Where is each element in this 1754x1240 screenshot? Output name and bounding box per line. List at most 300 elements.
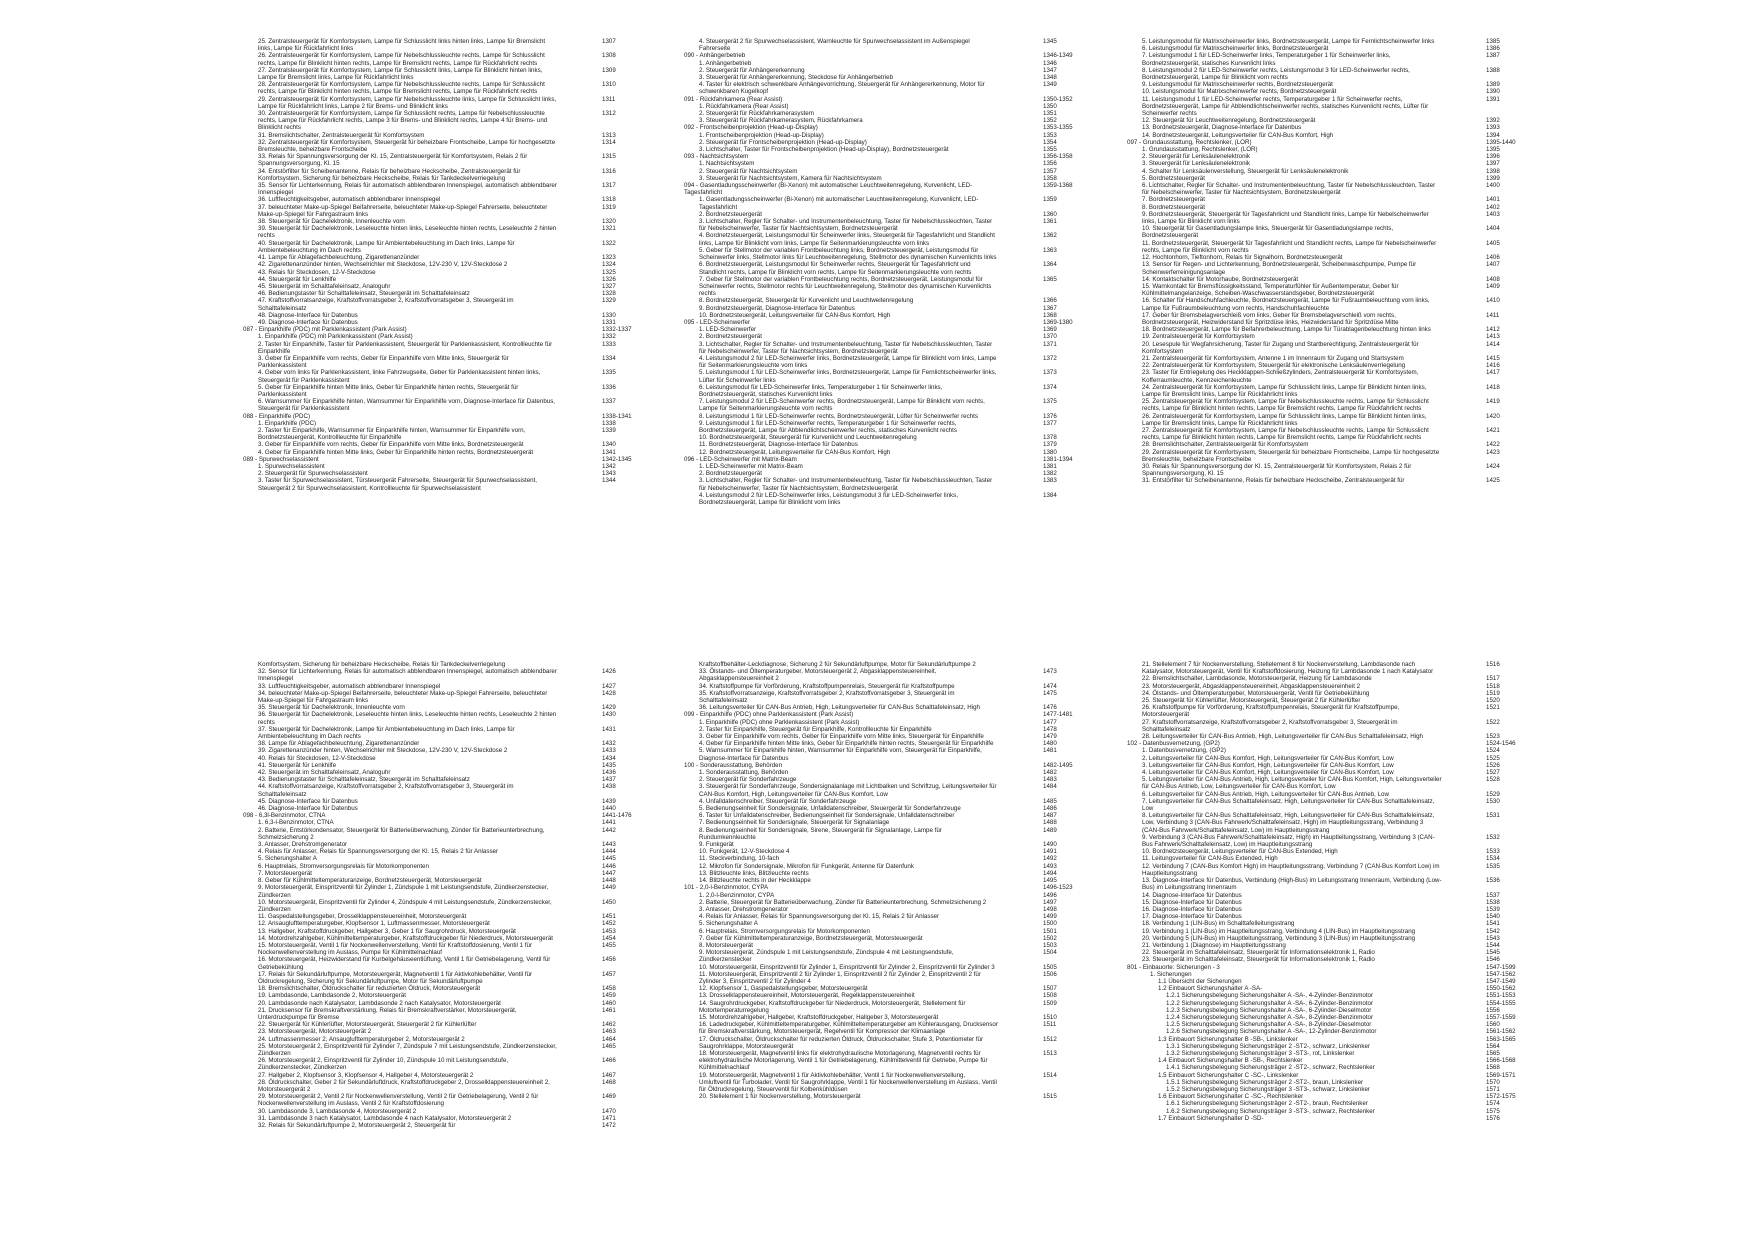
toc-entry — [699, 131, 1057, 139]
toc-entry — [258, 884, 616, 899]
toc-entry-text: 36. Leitungsverteiler für CAN-Bus Antrieb, High, Leitungsverteiler für CAN-Bus Schalttafeleinsatz, High — [699, 704, 980, 712]
toc-entry-text: 1. Nachtsichtsystem — [699, 160, 755, 168]
toc-page-number: 1394 — [1486, 131, 1500, 139]
toc-entry-text: 4. Unfalldatenschreiber, Steuergerät für Sonderfahrzeuge — [699, 797, 857, 805]
toc-entry — [258, 225, 616, 240]
toc-entry — [258, 848, 616, 856]
toc-page-number: 1444 — [602, 848, 616, 856]
toc-entry — [258, 711, 616, 726]
toc-entry — [258, 1028, 616, 1036]
toc-section-entry — [243, 455, 632, 463]
toc-entry — [1142, 1057, 1516, 1065]
toc-entry — [1142, 326, 1500, 334]
toc-page-number: 1528 — [1486, 776, 1500, 784]
toc-entry — [258, 369, 616, 384]
toc-page-number: 1309 — [602, 66, 616, 74]
toc-entry-text: 6. Hauptrelais, Stromversorgungsrelais für Motorkomponenten — [258, 862, 429, 870]
toc-entry-text: 12. Verbindung 7 (CAN-Bus Komfort High) im Hauptleitungsstrang, Verbindung 7 (CAN-Bus Komfort Low) im Hauptleitungsstrang — [1142, 862, 1440, 877]
toc-page-number: 1408 — [1486, 275, 1500, 283]
toc-entry — [1142, 941, 1500, 949]
toc-entry-text: 5. Sicherungshalter A — [699, 920, 758, 928]
toc-entry — [699, 740, 1057, 748]
toc-entry — [1142, 689, 1500, 697]
toc-entry-text: 10. Bordnetzsteuergerät, Steuergerät für Kurvenlicht und Leuchtweitenregelung — [699, 434, 917, 442]
toc-entry — [258, 297, 616, 312]
toc-entry-text: 3. Geber für Einparkhilfe vorn rechts, Geber für Einparkhilfe vorn Mitte links, Bordnetzsteuergerät — [258, 441, 524, 449]
toc-entry-text: 45. Steuergerät im Schalttafeleinsatz, Analoguhr — [258, 282, 391, 290]
toc-page-number: 1342-1345 — [602, 455, 632, 463]
toc-page-number: 1490 — [1043, 841, 1057, 849]
toc-entry-text: 2. Bordnetzsteuergerät — [699, 470, 762, 478]
toc-entry-text: 5. Leistungsmodul 1 für LED-Scheinwerfer links, Bordnetzsteuergerät, Lampe für Fernlichtscheinwerfer links, Lüfter für Scheinwerfer links — [699, 369, 997, 384]
toc-page-number: 1359-1368 — [1043, 182, 1073, 190]
toc-entry-text: 11. Leitungsverteiler für CAN-Bus Extended, High — [1142, 855, 1278, 863]
toc-page-number: 1327 — [602, 282, 616, 290]
toc-entry-text: 5. Sicherungshalter A — [258, 855, 317, 863]
toc-page-number: 1431 — [602, 725, 616, 733]
toc-entry — [699, 920, 1057, 928]
toc-page-number: 1459 — [602, 992, 616, 1000]
toc-entry — [1142, 761, 1500, 769]
toc-entry — [699, 477, 1057, 492]
toc-entry-text: 11. Leistungsmodul 1 für LED-Scheinwerfer rechts, Temperaturgeber 1 für Scheinwerfer rechts, Bordnetzsteuergerät, Lampe für Abblendlichtscheinwerfer rechts, statisches Kurvenlicht rechts, Lüfter für Scheinwerfer rechts — [1142, 95, 1429, 118]
toc-page-number: 1575 — [1486, 1107, 1500, 1115]
toc-entry-text: 9. Funkgerät — [699, 841, 734, 849]
toc-entry-text: 28. Leitungsverteiler für CAN-Bus Antrieb, High, Leitungsverteiler für CAN-Bus Schalttafeleinsatz, High — [1142, 733, 1423, 741]
toc-entry — [258, 95, 616, 110]
toc-entry-text: 096 - LED-Scheinwerfer mit Matrix-Beam — [684, 455, 797, 463]
toc-entry-text: 16. Schalter für Handschuhfachleuchte, Bordnetzsteuergerät, Lampe für Fußraumbeleuchtung vorn links, Lampe für Fußraumbeleuchtung vorn rechts, Handschuhfachleuchte — [1142, 297, 1430, 312]
toc-entry — [699, 174, 1057, 182]
toc-entry — [699, 138, 1057, 146]
toc-page-number: 1345 — [1043, 38, 1057, 45]
toc-entry — [1142, 174, 1500, 182]
toc-page-number: 1547-1562 — [1486, 970, 1516, 978]
toc-entry — [258, 841, 616, 849]
toc-entry — [258, 920, 616, 928]
toc-page-number: 1556 — [1486, 1006, 1500, 1014]
toc-entry-text: 20. Lambdasonde nach Katalysator, Lambdasonde 2 nach Katalysator, Motorsteuergerät — [258, 999, 501, 1007]
toc-entry-text: 32. Relais für Sekundärluftpumpe 2, Motorsteuergerät 2, Steuergerät für — [258, 1122, 456, 1129]
toc-entry-text: 34. Kraftstoffpumpe für Vorförderung, Kraftstoffpumpenrelais, Steuergerät für Kraftstoffpumpe — [699, 682, 955, 690]
toc-page-number: 1318 — [602, 196, 616, 204]
toc-page-number: 1421 — [1486, 426, 1500, 434]
toc-page-number: 1314 — [602, 138, 616, 146]
toc-entry — [1142, 812, 1500, 834]
toc-page-number: 1539 — [1486, 905, 1500, 913]
toc-page-number: 1426 — [602, 668, 616, 676]
toc-page-number: 1411 — [1486, 311, 1500, 319]
toc-page-number: 1524 — [1486, 747, 1500, 755]
toc-page-number: 1446 — [602, 862, 616, 870]
toc-page-number: 1369 — [1043, 326, 1057, 334]
toc-entry — [1142, 225, 1500, 240]
toc-page-number: 1453 — [602, 927, 616, 935]
toc-page-number: 1372 — [1043, 354, 1057, 362]
toc-entry-text: 2. Taster für Einparkhilfe, Taster für Parklenkassistent, Steuergerät für Parklenkassistent, Kontrollleuchte für Einparkhilfe — [258, 340, 553, 355]
toc-entry — [1142, 855, 1500, 863]
toc-page-number: 1370 — [1043, 333, 1057, 341]
toc-entry-text: 47. Kraftstoffvorratsanzeige, Kraftstoffvorratsgeber 2, Kraftstoffvorratsgeber 3, Steuergerät im Schalttafeleinsatz — [258, 297, 514, 312]
toc-entry — [699, 841, 1057, 849]
toc-page-number: 1353 — [1043, 131, 1057, 139]
toc-entry — [1142, 261, 1500, 276]
toc-page-number: 1576 — [1486, 1114, 1500, 1122]
toc-entry-text: 090 - Anhängerbetrieb — [684, 52, 746, 60]
toc-entry — [699, 848, 1057, 856]
toc-entry — [1142, 477, 1500, 485]
toc-entry-text: 3. Steuergerät für Nachtsichtsystem, Kamera für Nachtsichtsystem — [699, 174, 882, 182]
toc-page-number: 1440 — [602, 805, 616, 813]
toc-column-bottom-middle — [684, 661, 1073, 1101]
toc-page-number: 1546 — [1486, 956, 1500, 964]
toc-entry — [1142, 448, 1500, 463]
toc-entry-text: 1. Grundausstattung, Rechtslenker, (LOR) — [1142, 146, 1258, 154]
toc-page-number: 1324 — [602, 261, 616, 269]
toc-entry — [1142, 196, 1500, 204]
toc-entry — [1142, 38, 1500, 45]
toc-entry — [1142, 1006, 1500, 1014]
toc-page-number: 1469 — [602, 1093, 616, 1101]
toc-entry-text: 1.5 Einbauort Sicherungshalter C -SC-, Linkslenker — [1158, 1071, 1299, 1079]
toc-entry-text: 14. Bordnetzsteuergerät, Leitungsverteiler für CAN-Bus Komfort, High — [1142, 131, 1334, 139]
toc-entry-text: 3. Geber für Einparkhilfe vorn rechts, Geber für Einparkhilfe vorn Mitte links, Steuergerät für Einparkhilfe — [699, 733, 984, 741]
toc-page-number: 1488 — [1043, 819, 1057, 827]
toc-entry — [258, 855, 616, 863]
toc-entry-text: 091 - Rückfahrkamera (Rear Assist) — [684, 95, 783, 103]
toc-entry-text: 9. Bordnetzsteuergerät, Diagnose-Interface für Datenbus — [699, 304, 855, 312]
toc-entry-text: 17. Geber für Bremsbelagverschleiß vorn links, Geber für Bremsbelagverschleiß vorn rechts, Bordnetzsteuergerät, Heizwiderstand für Spritzdüse links, Heizwiderstand für Spritzdüse Mitte — [1142, 311, 1399, 326]
toc-entry — [699, 81, 1057, 96]
toc-entry-text: 48. Diagnose-Interface für Datenbus — [258, 311, 358, 319]
toc-section-entry — [1127, 740, 1516, 748]
toc-entry — [258, 754, 616, 762]
toc-page-number: 1513 — [1043, 1049, 1057, 1057]
toc-entry-text: 21. Verbindung 1 (Diagnose) im Hauptleitungsstrang — [1142, 941, 1286, 949]
toc-page-number: 1445 — [602, 855, 616, 863]
toc-entry-text: 2. Batterie, Steuergerät für Batterieüberwachung, Zünder für Batterieunterbrechung, Schmelzsicherung 2 — [699, 898, 987, 906]
toc-page-number: 1356-1358 — [1043, 153, 1073, 161]
toc-entry — [699, 412, 1057, 420]
toc-page-number: 1376 — [1043, 412, 1057, 420]
toc-entry — [258, 668, 616, 683]
toc-entry-text: 22. Steuergerät im Schalttafeleinsatz, Steuergerät für Informationselektronik 1, Radio — [1142, 949, 1375, 957]
toc-entry-text: 1. Gasentladungsscheinwerfer (Bi-Xenon) mit automatischer Leuchtweitenregelung, Kurvenlicht, LED-Tagesfahrlicht — [699, 196, 979, 211]
toc-entry — [258, 333, 616, 341]
toc-page-number: 1355 — [1043, 146, 1057, 154]
toc-entry — [258, 682, 616, 690]
toc-entry-text: 42. Steuergerät im Schalttafeleinsatz, Analoguhr — [258, 769, 391, 777]
toc-entry-text: 21. Drucksensor für Bremskraftverstärkung, Relais für Bremskraftverstärker, Motorsteuergerät, Unterdruckpumpe für Bremse — [258, 1006, 517, 1021]
toc-page-number: 1319 — [602, 203, 616, 211]
toc-page-number: 1465 — [602, 1042, 616, 1050]
toc-entry — [699, 210, 1057, 218]
toc-page-number: 1379 — [1043, 441, 1057, 449]
toc-entry — [699, 1093, 1057, 1101]
toc-page-number: 1498 — [1043, 905, 1057, 913]
toc-entry — [258, 318, 616, 326]
toc-entry-text: 12. Steuergerät für Leuchtweitenregelung, Bordnetzsteuergerät — [1142, 117, 1316, 125]
toc-entry-text: 19. Zentralsteuergerät für Komfortsystem — [1142, 333, 1255, 341]
toc-entry-text: 2. Bordnetzsteuergerät — [699, 210, 762, 218]
toc-page-number: 1390 — [1486, 88, 1500, 96]
toc-entry-text: 34. beleuchteter Make-up-Spiegel Beifahrerseite, beleuchteter Make-up-Spiegel Fahrerseite, beleuchteter Make-up-Spiegel für Fahrgastraum links — [258, 689, 548, 705]
toc-page-number: 1463 — [602, 1028, 616, 1036]
toc-entry — [699, 905, 1057, 913]
toc-entry-text: 1. LED-Scheinwerfer — [699, 326, 757, 334]
toc-page-number: 1483 — [1043, 776, 1057, 784]
toc-page-number: 1326 — [602, 275, 616, 283]
toc-page-number: 1322 — [602, 239, 616, 247]
toc-page-number: 1464 — [602, 1035, 616, 1043]
toc-entry — [258, 725, 616, 741]
toc-entry — [258, 275, 616, 283]
toc-entry-text: 4. Leitungsverteiler für CAN-Bus Komfort, High, Leitungsverteiler für CAN-Bus Komfort, Low — [1142, 769, 1394, 777]
toc-entry-text: 4. Geber für Einparkhilfe hinten Mitte links, Geber für Einparkhilfe hinten rechts, Steuergerät für Einparkhilfe — [699, 740, 994, 748]
toc-page-number: 1525 — [1486, 754, 1500, 762]
toc-entry-text: 4. Geber vorn links für Parklenkassistent, linke Fahrzeugseite, Geber für Parklenkassistent hinten links, Steuergerät für Parklenkassistent — [258, 369, 541, 384]
toc-page-number: 1357 — [1043, 167, 1057, 175]
toc-entry — [258, 704, 616, 712]
toc-page-number: 1517 — [1486, 675, 1500, 683]
toc-section-entry — [684, 124, 1073, 132]
toc-page-number: 1342 — [602, 462, 616, 470]
toc-entry — [258, 81, 616, 96]
toc-entry — [1142, 1107, 1500, 1115]
toc-entry — [258, 419, 616, 427]
toc-entry — [258, 819, 616, 827]
toc-page-number: 1362 — [1043, 232, 1057, 240]
toc-entry — [699, 333, 1057, 341]
toc-entry-text: 23. Taster für Entriegelung des Heckklappen-Schließzylinders, Zentralsteuergerät für Komfortsystem, Kofferraumleuchte, Kennzeichenleuchte — [1142, 369, 1419, 384]
toc-entry-text: 1. 6,3-l-Benzinmotor, CTNA — [258, 819, 334, 827]
toc-page-number: 1479 — [1043, 733, 1057, 741]
toc-entry-text: 2. Steuergerät für Anhängererkennung — [699, 66, 805, 74]
toc-page-number: 1338-1341 — [602, 412, 632, 420]
toc-entry — [699, 934, 1057, 942]
toc-entry — [699, 74, 1057, 82]
toc-page-number: 1389 — [1486, 81, 1500, 89]
toc-entry — [699, 448, 1057, 456]
toc-entry — [1142, 1035, 1516, 1043]
toc-page-number: 1482-1495 — [1043, 761, 1073, 769]
toc-entry — [258, 131, 616, 139]
toc-page-number: 1424 — [1486, 462, 1500, 470]
toc-section-entry — [684, 52, 1073, 60]
toc-page-number: 1423 — [1486, 448, 1500, 456]
toc-entry — [258, 1042, 616, 1057]
toc-page-number: 1560 — [1486, 1021, 1500, 1029]
toc-entry-text: 41. Steuergerät für Lenkhilfe — [258, 761, 337, 769]
toc-entry — [699, 862, 1057, 870]
toc-entry — [699, 733, 1057, 741]
toc-entry — [1142, 311, 1500, 326]
toc-entry — [1142, 1100, 1500, 1108]
toc-entry-text: 5. Bedienungseinheit für Sondersignale, Unfalldatenschreiber, Steuergerät für Sonderfahrzeuge — [699, 805, 961, 813]
toc-page-number: 1487 — [1043, 812, 1057, 820]
toc-entry — [258, 826, 616, 841]
toc-page-number: 1462 — [602, 1021, 616, 1029]
toc-entry — [1142, 754, 1500, 762]
toc-entry-text: 089 - Spurwechselassistent — [243, 455, 319, 463]
toc-page-number: 1317 — [602, 182, 616, 190]
toc-page-number: 1436 — [602, 769, 616, 777]
toc-entry-text: 39. Steuergerät für Dachelektronik, Leseleuchte hinten links, Leseleuchte hinten rechts, Leseleuchte 2 hinten rechts — [258, 225, 557, 240]
toc-entry-text: 32. Zentralsteuergerät für Komfortsystem, Steuergerät für beheizbare Frontscheibe, Lampe für hochgesetzte Bremsleuchte, beheizbare Frontscheibe — [258, 138, 556, 154]
toc-column-top-right — [1127, 38, 1516, 485]
toc-page-number: 1451 — [602, 913, 616, 921]
toc-entry — [699, 311, 1057, 319]
toc-page-number: 1361 — [1043, 218, 1057, 226]
toc-page-number: 1442 — [602, 826, 616, 834]
toc-entry — [699, 275, 1057, 298]
toc-entry — [699, 769, 1057, 777]
toc-entry — [699, 369, 1057, 384]
toc-section-entry — [684, 182, 1073, 197]
toc-entry — [699, 913, 1057, 921]
toc-entry — [1142, 354, 1500, 362]
toc-entry-text: 24. Ölstands- und Öltemperaturgeber, Motorsteuergerät, Ventil für Getriebekühlung — [1142, 689, 1370, 697]
toc-page-number: 1311 — [602, 95, 616, 103]
toc-entry-text: 14. Motordrehzahlgeber, Kühlmitteltemperaturgeber, Kraftstoffdruckgeber für Niederdruck, Motorsteuergerät — [258, 934, 553, 942]
toc-page-number: 1574 — [1486, 1100, 1500, 1108]
toc-page-number: 1332-1337 — [602, 326, 632, 334]
toc-entry — [258, 877, 616, 885]
toc-page-number: 1508 — [1043, 992, 1057, 1000]
toc-entry — [699, 66, 1057, 74]
toc-entry-text: 12. Bordnetzsteuergerät, Leitungsverteiler für CAN-Bus Komfort, High — [699, 448, 891, 456]
toc-entry-text: 099 - Einparkhilfe (PDC) ohne Parklenkassistent (Park Assist) — [684, 711, 854, 719]
toc-entry — [258, 689, 616, 705]
toc-section-entry — [243, 326, 632, 334]
toc-page-number: 1533 — [1486, 848, 1500, 856]
toc-entry — [1142, 146, 1500, 154]
toc-entry-text: 7. Geber für Stellmotor der variablen Frontbeleuchtung rechts, Bordnetzsteuergerät, Leistungsmodul für Scheinwerfer rechts, Stellmotor rechts für Leuchtweitenregelung, Stellmotor des dynamischen Kurvenlichts rechts — [699, 275, 992, 298]
toc-page-number: 1403 — [1486, 210, 1500, 218]
toc-entry — [258, 999, 616, 1007]
toc-entry — [1142, 1093, 1516, 1101]
toc-entry — [258, 1078, 616, 1093]
toc-page-number: 1491 — [1043, 848, 1057, 856]
toc-page-number: 1544 — [1486, 941, 1500, 949]
toc-entry-text: 6. Leitungsverteiler für CAN-Bus Antrieb, High, Leitungsverteiler für CAN-Bus Antrieb, Low — [1142, 790, 1389, 798]
toc-page-number: 1572-1575 — [1486, 1093, 1516, 1101]
toc-entry — [699, 304, 1057, 312]
toc-entry — [699, 985, 1057, 993]
toc-section-entry — [1127, 963, 1516, 971]
toc-entry-text: 17. Diagnose-Interface für Datenbus — [1142, 913, 1242, 921]
toc-page-number: 1387 — [1486, 52, 1500, 60]
toc-entry-text: 2. Steuergerät für Lenksäulenelektronik — [1142, 153, 1251, 161]
toc-entry-text: 3. Geber für Einparkhilfe vorn rechts, Geber für Einparkhilfe vorn Mitte links, Steuergerät für Parklenkassistent — [258, 354, 509, 370]
toc-page-number: 1339 — [602, 426, 616, 434]
toc-entry-text: 11. Bordnetzsteuergerät, Diagnose-Interface für Datenbus — [699, 441, 858, 449]
toc-page-number: 1310 — [602, 81, 616, 89]
toc-entry-text: 801 - Einbauorte: Sicherungen - 3 — [1127, 963, 1220, 971]
toc-entry — [699, 110, 1057, 118]
toc-entry-text: 1.4.1 Sicherungsbelegung Sicherungsträger 2 -ST2-, schwarz, Rechtslenker — [1166, 1064, 1375, 1072]
toc-page-number: 1495 — [1043, 877, 1057, 885]
toc-page-number: 1354 — [1043, 138, 1057, 146]
toc-entry-text: 1.2 Einbauort Sicherungshalter A -SA- — [1158, 985, 1263, 993]
toc-page-number: 1501 — [1043, 927, 1057, 935]
toc-page-number: 1334 — [602, 354, 616, 362]
toc-entry-text: 2. Batterie, Entstörkondensator, Steuergerät für Batterieüberwachung, Zünder für Batterieunterbrechung, Schmelzsicherung 2 — [258, 826, 545, 841]
toc-page-number: 1315 — [602, 153, 616, 161]
toc-entry — [258, 769, 616, 777]
toc-entry — [258, 167, 616, 182]
toc-entry — [258, 448, 616, 456]
toc-entry-text: 13. Diagnose-Interface für Datenbus, Verbindung (High-Bus) im Leitungsstrang Innenraum, Verbindung (Low-Bus) im Leitungsstrang Innenraum — [1142, 877, 1442, 892]
toc-entry — [258, 1122, 616, 1129]
toc-entry-text: 087 - Einparkhilfe (PDC) mit Parklenkassistent (Park Assist) — [243, 326, 407, 334]
toc-entry-text: 44. Kraftstoffvorratsanzeige, Kraftstoffvorratsgeber 2, Kraftstoffvorratsgeber 3, Steuergerät im Schalttafeleinsatz — [258, 783, 514, 798]
toc-entry — [699, 776, 1057, 784]
toc-entry-text: 22. Steuergerät für Kühlerlüfter, Motorsteuergerät, Steuergerät 2 für Kühlerlüfter — [258, 1021, 477, 1029]
toc-entry-text: 7. Bedienungseinheit für Sondersignale, Steuergerät für Signalanlage — [699, 819, 890, 827]
toc-entry-text: 3. Lichtschalter, Taster für Frontscheibenprojektion (Head-up-Display), Bordnetzsteuergerät — [699, 146, 949, 154]
toc-entry-text: 36. Luftfeuchtigkeitsgeber, automatisch abblendbarer Innenspiegel — [258, 196, 441, 204]
toc-entry-text: 4. Taster für elektrisch schwenkbare Anhängevorrichtung, Steuergerät für Anhängererkennung, Motor für schwenkbaren Kugelkopf — [699, 81, 985, 96]
toc-entry — [1142, 1021, 1500, 1029]
toc-entry-text: Komfortsystem, Sicherung für beheizbare Heckscheibe, Relais für Tankdeckelverriegelung — [258, 661, 506, 668]
toc-entry-text: 1.5.2 Sicherungsbelegung Sicherungsträger 3 -ST3-, schwarz, Linkslenker — [1166, 1085, 1370, 1093]
toc-page-number: 1378 — [1043, 434, 1057, 442]
toc-entry — [1142, 153, 1500, 161]
toc-page-number: 1384 — [1043, 491, 1057, 499]
toc-entry-text: 3. Lichtschalter, Regler für Schalter- und Instrumentenbeleuchtung, Taster für Nebelschlussleuchten, Taster für Nebelscheinwerfer, Taster für Nachtsichtsystem, Bordnetzsteuergerät — [699, 340, 993, 355]
toc-entry-text: 095 - LED-Scheinwerfer — [684, 318, 751, 326]
toc-entry-text: 1. Einparkhilfe (PDC) ohne Parklenkassistent (Park Assist) — [699, 718, 860, 726]
toc-entry-text: 19. Verbindung 1 (LIN-Bus) im Hauptleitungsstrang, Verbindung 4 (LIN-Bus) im Hauptleitungsstrang — [1142, 927, 1416, 935]
toc-entry — [258, 913, 616, 921]
toc-entry-text: 6. Hauptrelais, Stromversorgungsrelais für Motorkomponenten — [699, 927, 870, 935]
toc-entry-text: 5. Leistungsmodul für Matrixscheinwerfer links, Bordnetzsteuergerät, Lampe für Fernlichtscheinwerfer links — [1142, 38, 1435, 45]
toc-entry — [699, 992, 1057, 1000]
toc-entry-text: 4. Steuergerät 2 für Spurwechselassistent, Warnleuchte für Spurwechselassistent im Außenspiegel Fahrerseite — [699, 38, 970, 53]
toc-entry — [1142, 167, 1500, 175]
toc-entry — [1142, 905, 1500, 913]
toc-entry-text: 2. Steuergerät für Rückfahrkamerasystem — [699, 110, 814, 118]
toc-entry — [699, 1071, 1057, 1094]
toc-entry-text: 3. Steuergerät für Lenksäulenelektronik — [1142, 160, 1251, 168]
toc-entry — [258, 776, 616, 784]
toc-entry-text: 42. Zigarettenanzünder hinten, Wechselrichter mit Steckdose, 12V-230 V, 12V-Steckdose 2 — [258, 261, 508, 269]
toc-entry-text: 1. Sonderausstattung, Behörden — [699, 769, 789, 777]
toc-entry — [699, 470, 1057, 478]
toc-entry-text: 2. Steuergerät für Nachtsichtsystem — [699, 167, 798, 175]
toc-page-number: 1564 — [1486, 1042, 1500, 1050]
toc-entry-text: 37. beleuchteter Make-up-Spiegel Beifahrerseite, beleuchteter Make-up-Spiegel Fahrerseite, beleuchteter Make-up-Spiegel für Fahrgastraum links — [258, 203, 548, 218]
toc-entry-text: 1.6.2 Sicherungsbelegung Sicherungsträger 3 -ST3-, schwarz, Rechtslenker — [1166, 1107, 1375, 1115]
toc-page-number: 1430 — [602, 711, 616, 719]
toc-entry — [1142, 383, 1500, 398]
toc-page-number: 1381-1394 — [1043, 455, 1073, 463]
toc-page-number: 1524-1546 — [1486, 740, 1516, 748]
toc-entry-text: 26. Zentralsteuergerät für Komfortsystem, Lampe für Nebelschlussleuchte rechts, Lampe für Schlusslicht rechts, Lampe für Blinklicht hinten rechts, Lampe für Bremslicht rechts, Lampe für Rückfahrlicht rechts — [258, 52, 545, 67]
toc-entry-text: 10. Leistungsmodul für Matrixscheinwerfer rechts, Bordnetzsteuergerät — [1142, 88, 1337, 96]
toc-entry-text: 35. Sensor für Lichterkennung, Relais für automatisch abblendbaren Innenspiegel, automatisch abblendbarer Innenspiegel — [258, 182, 557, 197]
toc-page-number: 1515 — [1043, 1093, 1057, 1101]
toc-entry-text: 7. Leistungsmodul 1 für LED-Scheinwerfer links, Temperaturgeber 1 für Scheinwerfer links, Bordnetzsteuergerät, statisches Kurvenlicht links — [1142, 52, 1391, 67]
toc-entry-text: 1.2.4 Sicherungsbelegung Sicherungshalter A -SA-, 8-Zylinder-Benzinmotor — [1166, 1013, 1374, 1021]
toc-page-number: 1323 — [602, 254, 616, 262]
toc-entry-text: 26. Zentralsteuergerät für Komfortsystem, Lampe für Schlusslicht links, Lampe für Blinklicht hinten links, Lampe für Bremslicht links, Lampe für Rückfahrlicht links — [1142, 412, 1427, 427]
toc-page-number: 1536 — [1486, 877, 1500, 885]
toc-section-entry — [684, 95, 1073, 103]
toc-entry-text: 35. Steuergerät für Dachelektronik, Innenleuchte vorn — [258, 704, 405, 712]
toc-entry — [1142, 833, 1500, 849]
